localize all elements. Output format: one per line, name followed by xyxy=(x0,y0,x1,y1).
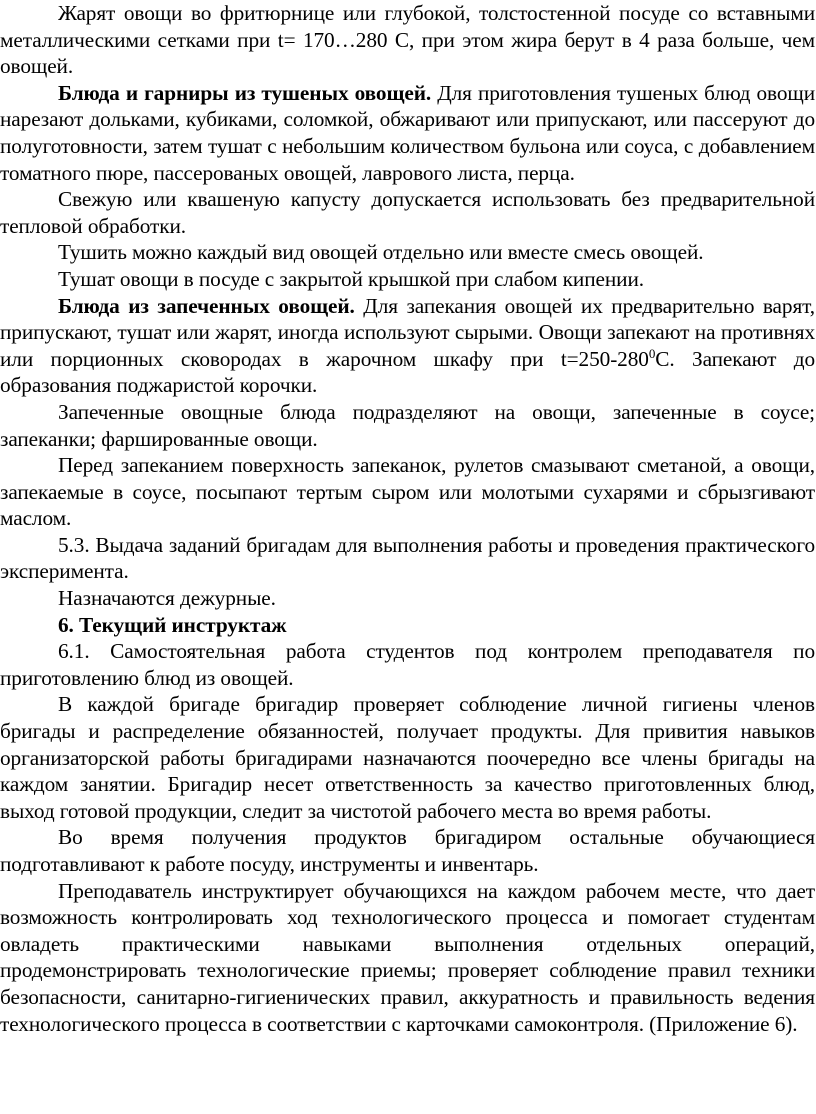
paragraph-brigade-text: В каждой бригаде бригадир проверяет соблюдение личной гигиены членов бригады и распределение обязанностей, получает продукты. Для привития навыков организаторской работы бригадирами назначаются поочередно все члены бригады на каждом занятии. Бригадир несет ответственность за качество приготовленных блюд, выход готовой продукции, следит за чистотой рабочего места во время работы. xyxy=(0,692,815,823)
heading-current-instruction: 6. Текущий инструктаж xyxy=(58,612,287,637)
paragraph-baked-types xyxy=(0,399,815,452)
paragraph-duty xyxy=(0,585,815,612)
heading-baked-dishes: Блюда из запеченных овощей. xyxy=(58,293,355,318)
paragraph-teacher xyxy=(0,878,815,1038)
paragraph-tasks xyxy=(0,532,815,585)
paragraph-stew-separately xyxy=(0,239,815,266)
paragraph-independent-work xyxy=(0,638,815,691)
paragraph-brigade xyxy=(0,691,815,824)
paragraph-baked-dishes-text-a: Для запекания овощей их предварительно варят, припускают, тушат или жарят, иногда используют сырыми. Овощи запекают на противнях или порционных сковородах в жарочном шкафу при t=250-280 xyxy=(0,293,815,371)
paragraph-tasks-text: 5.3. Выдача заданий бригадам для выполнения работы и проведения практического эксперимента. xyxy=(0,532,815,584)
paragraph-products-text: Во время получения продуктов бригадиром остальные обучающиеся подготавливают к работе посуду, инструменты и инвентарь. xyxy=(0,825,815,876)
paragraph-stewed-dishes-text: Для приготовления тушеных блюд овощи нарезают дольками, кубиками, соломкой, обжаривают или припускают, или пассеруют до полуготовности, затем тушат с небольшим количеством бульона или соуса, с добавлением томатного пюре, пассерованых овощей, лаврового листа, перца. xyxy=(0,80,815,185)
degree-superscript: 0 xyxy=(648,345,656,361)
paragraph-frying-text: Жарят овощи во фритюрнице или глубокой, толстостенной посуде со вставными металлическими сетками при t= 170…280 С, при этом жира берут в 4 раза больше, чем овощей. xyxy=(0,1,815,79)
paragraph-cabbage xyxy=(0,186,815,239)
paragraph-baked-types-text: Запеченные овощные блюда подразделяют на овощи, запеченные в соусе; запеканки; фаршированные овощи. xyxy=(0,399,815,451)
paragraph-cabbage-text: Свежую или квашеную капусту допускается использовать без предварительной тепловой обработки. xyxy=(0,187,815,238)
heading-stewed-dishes: Блюда и гарниры из тушеных овощей. xyxy=(58,80,432,105)
paragraph-stew-covered-text: Тушат овощи в посуде с закрытой крышкой при слабом кипении. xyxy=(58,266,644,291)
paragraph-before-baking xyxy=(0,452,815,532)
paragraph-stew-separately-text: Тушить можно каждый вид овощей отдельно или вместе смесь овощей. xyxy=(58,240,704,265)
paragraph-stew-covered xyxy=(0,266,815,293)
paragraph-frying xyxy=(0,0,815,80)
paragraph-independent-work-text: 6.1. Самостоятельная работа студентов под контролем преподавателя по приготовлению блюд из овощей. xyxy=(0,639,815,690)
paragraph-duty-text: Назначаются дежурные. xyxy=(58,586,276,611)
paragraph-teacher-text: Преподаватель инструктирует обучающихся на каждом рабочем месте, что дает возможность контролировать ход технологического процесса и помогает студентам овладеть практическими навыками выполнения отдельных операций, продемонстрировать технологические приемы; проверяет соблюдение правил техники безопасности, санитарно-гигиенических правил, аккуратность и правильность ведения технологического процесса в соответствии с карточками самоконтроля. (Приложение 6). xyxy=(0,878,815,1036)
paragraph-stewed-dishes xyxy=(0,80,815,186)
section-heading-current-instruction xyxy=(0,612,815,639)
paragraph-baked-dishes-text-b: С. Запекают до образования поджаристой корочки. xyxy=(0,346,816,398)
paragraph-before-baking-text: Перед запеканием поверхность запеканок, рулетов смазывают сметаной, а овощи, запекаемые в соусе, посыпают тертым сыром или молотыми сухарями и сбрызгивают маслом. xyxy=(0,453,815,531)
paragraph-products xyxy=(0,824,815,877)
paragraph-baked-dishes xyxy=(0,293,815,399)
